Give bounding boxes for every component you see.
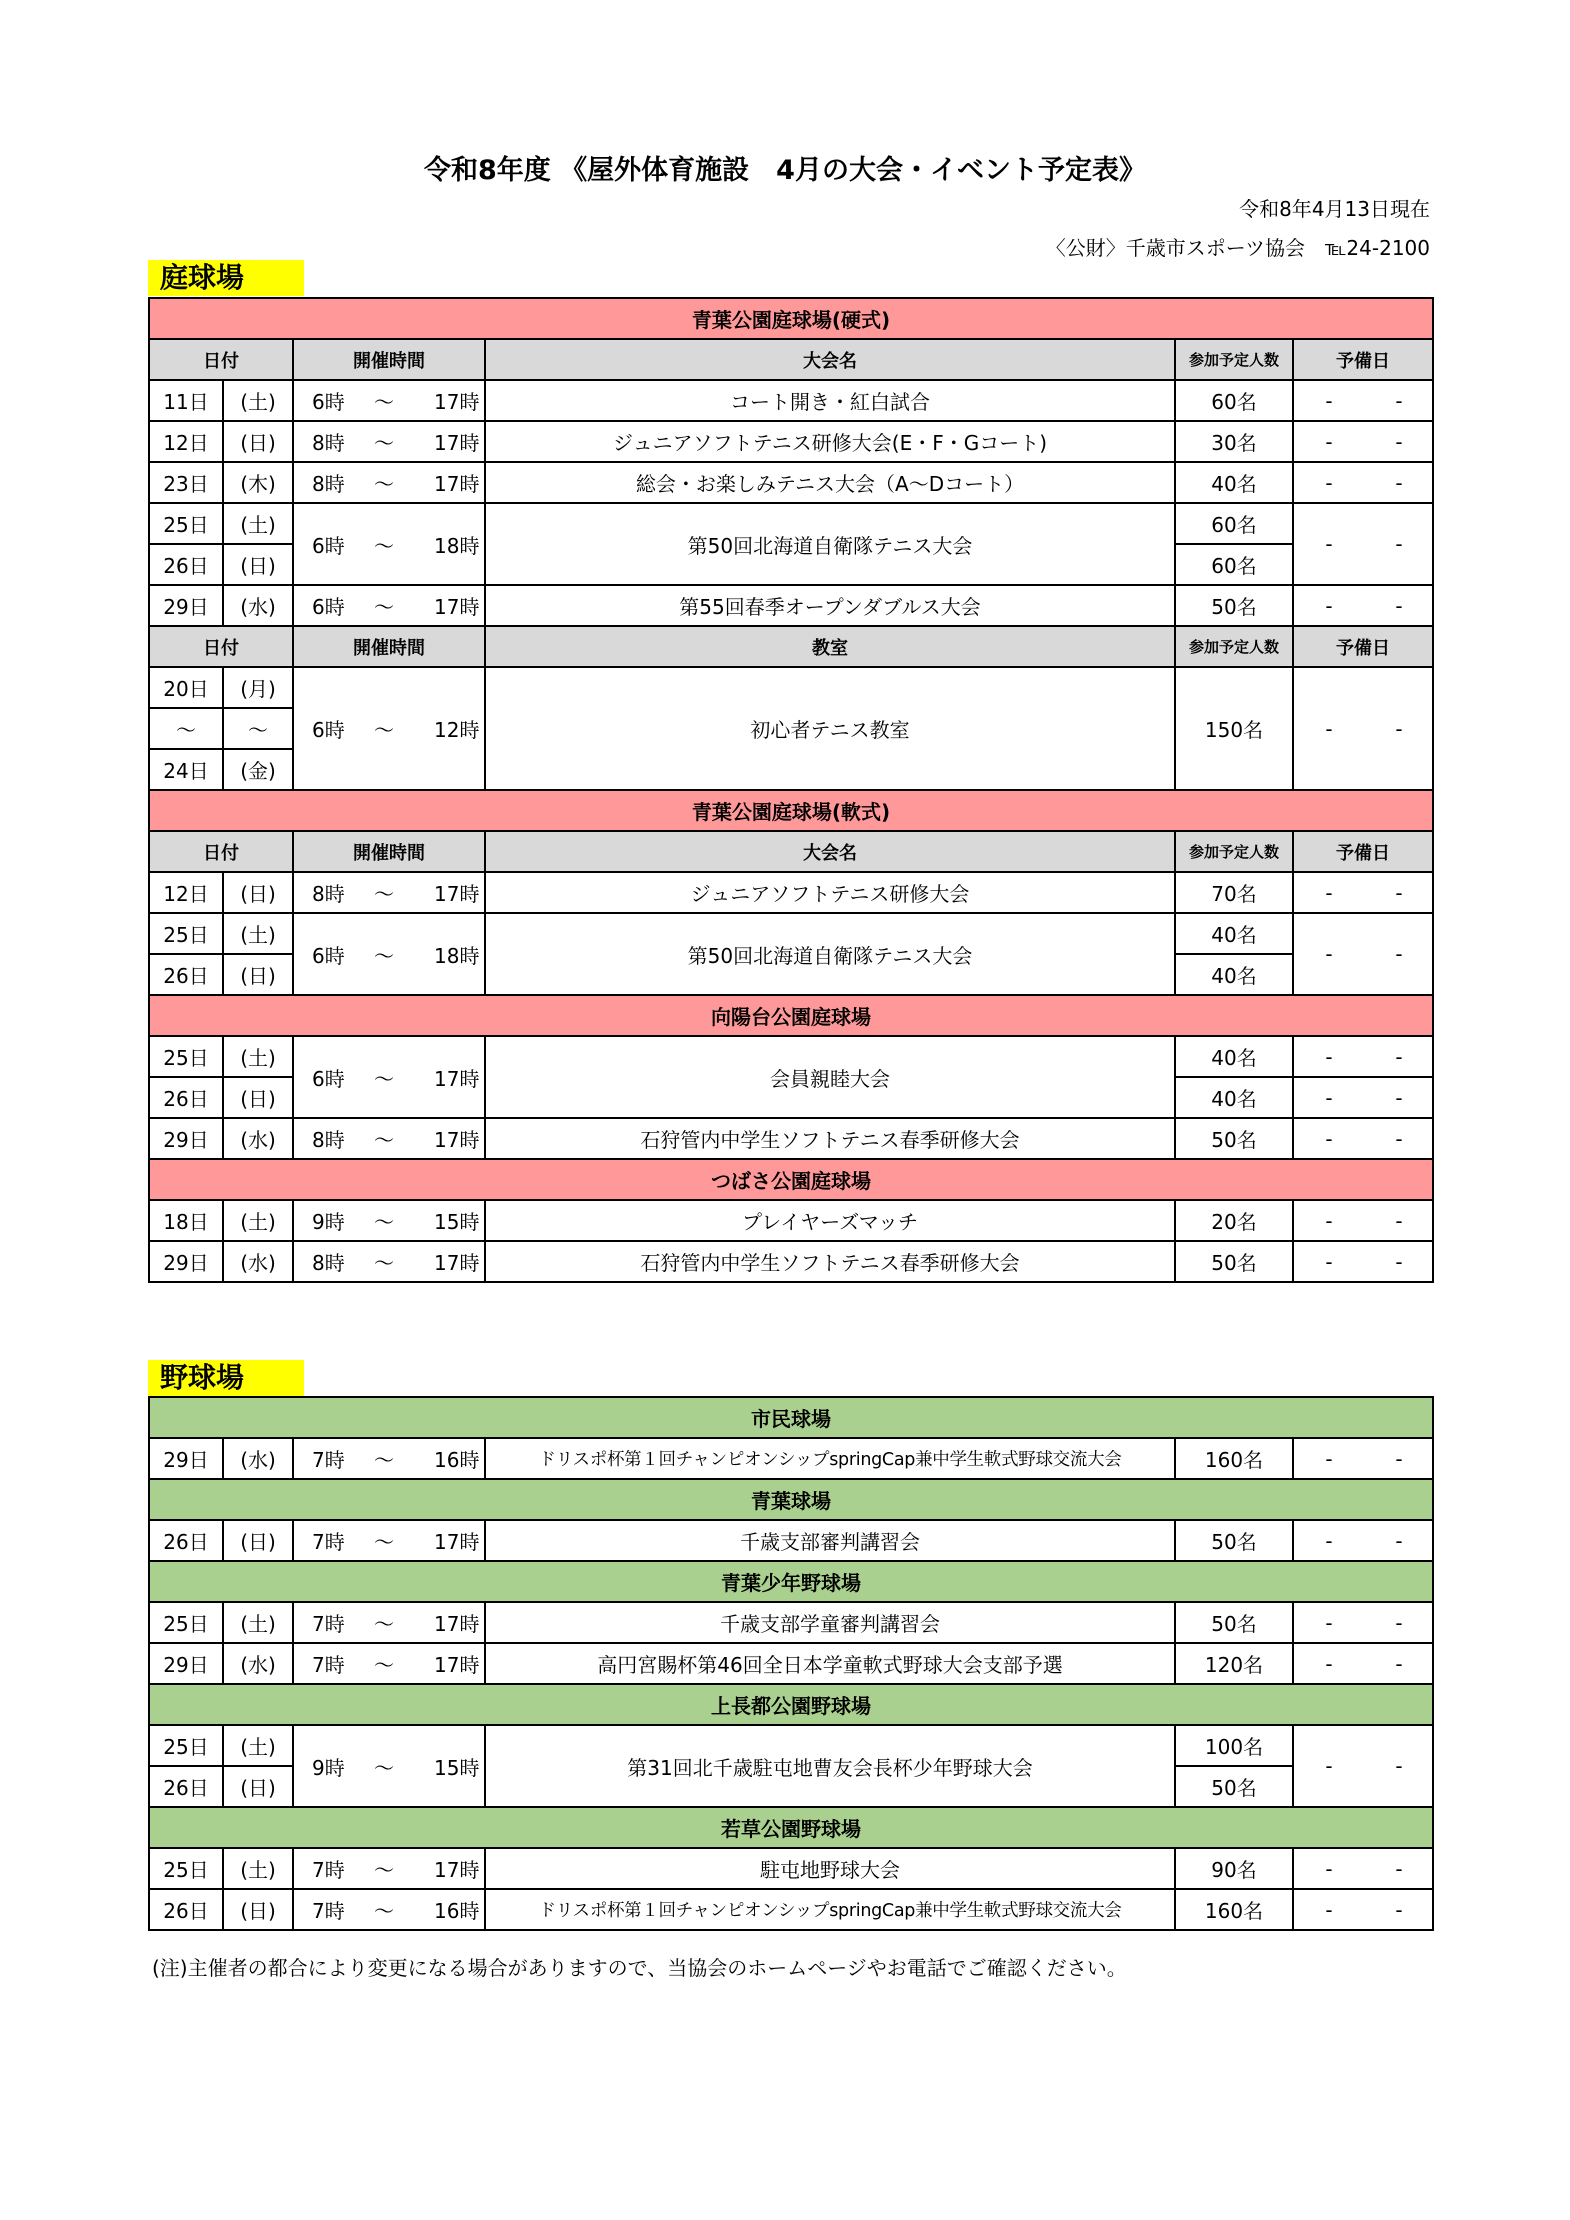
table-row bbox=[149, 1848, 1433, 1889]
table-header bbox=[149, 831, 1433, 872]
time-start: 6時 bbox=[312, 943, 345, 968]
venue-row bbox=[149, 1479, 1433, 1520]
event-name: 千歳支部学童審判講習会 bbox=[485, 1602, 1175, 1643]
date-day: 11日 bbox=[149, 380, 223, 421]
date-day: 26日 bbox=[149, 1077, 223, 1118]
participants: 90名 bbox=[1175, 1848, 1293, 1889]
participants: 40名 bbox=[1175, 913, 1293, 954]
time-range bbox=[293, 667, 485, 790]
reserve-day bbox=[1293, 585, 1433, 626]
reserve-day bbox=[1293, 1036, 1433, 1077]
date-weekday: (日) bbox=[223, 1520, 293, 1561]
time-tilde: ～ bbox=[374, 533, 394, 558]
time-end: 18時 bbox=[434, 943, 480, 968]
col-event: 大会名 bbox=[485, 831, 1175, 872]
time-start: 8時 bbox=[312, 431, 345, 455]
date-weekday: (水) bbox=[223, 1118, 293, 1159]
date-weekday: (土) bbox=[223, 1848, 293, 1889]
time-start: 6時 bbox=[312, 595, 345, 619]
time-end: 17時 bbox=[434, 1128, 480, 1152]
date-day: 29日 bbox=[149, 1438, 223, 1479]
event-name: 石狩管内中学生ソフトテニス春季研修大会 bbox=[485, 1118, 1175, 1159]
time-tilde: ～ bbox=[374, 718, 394, 742]
time-range bbox=[293, 1118, 485, 1159]
reserve-day bbox=[1293, 667, 1433, 790]
col-class: 教室 bbox=[485, 626, 1175, 667]
date-day: 25日 bbox=[149, 1036, 223, 1077]
reserve-dash: - bbox=[1325, 470, 1333, 495]
event-name: 高円宮賜杯第46回全日本学童軟式野球大会支部予選 bbox=[485, 1643, 1175, 1684]
time-end: 17時 bbox=[434, 1858, 480, 1882]
time-tilde: ～ bbox=[374, 1899, 394, 1923]
table-row bbox=[149, 1725, 1433, 1766]
reserve-dash: - bbox=[1325, 532, 1333, 556]
time-tilde: ～ bbox=[374, 1653, 394, 1677]
time-start: 9時 bbox=[312, 1755, 345, 1780]
reserve-day bbox=[1293, 913, 1433, 995]
time-range bbox=[293, 1725, 485, 1807]
reserve-dash: - bbox=[1325, 1044, 1333, 1069]
table-row bbox=[149, 1602, 1433, 1643]
time-end: 17時 bbox=[434, 431, 480, 455]
venue-name: 青葉公園庭球場(硬式) bbox=[149, 298, 1433, 339]
event-name: 石狩管内中学生ソフトテニス春季研修大会 bbox=[485, 1241, 1175, 1282]
date-day: 29日 bbox=[149, 1241, 223, 1282]
time-start: 7時 bbox=[312, 1530, 345, 1554]
time-range bbox=[293, 421, 485, 462]
time-range bbox=[293, 1889, 485, 1930]
date-day: 12日 bbox=[149, 421, 223, 462]
date-weekday: (水) bbox=[223, 1241, 293, 1282]
venue-name: 青葉球場 bbox=[149, 1479, 1433, 1520]
table-row bbox=[149, 1438, 1433, 1479]
time-tilde: ～ bbox=[374, 1755, 394, 1780]
time-range bbox=[293, 585, 485, 626]
time-tilde: ～ bbox=[374, 390, 394, 414]
time-end: 17時 bbox=[434, 882, 480, 906]
reserve-day bbox=[1293, 503, 1433, 585]
reserve-dash: - bbox=[1325, 716, 1333, 741]
venue-name: 市民球場 bbox=[149, 1397, 1433, 1438]
table-row bbox=[149, 503, 1433, 544]
participants: 20名 bbox=[1175, 1200, 1293, 1241]
col-time: 開催時間 bbox=[293, 831, 485, 872]
time-range bbox=[293, 503, 485, 585]
time-end: 17時 bbox=[434, 1251, 480, 1275]
date-weekday: (木) bbox=[223, 462, 293, 503]
date-day: 25日 bbox=[149, 913, 223, 954]
time-range bbox=[293, 1438, 485, 1479]
organization-contact: 〈公財〉千歳市スポーツ協会 ℡24-2100 bbox=[1045, 236, 1430, 260]
time-tilde: ～ bbox=[374, 1251, 394, 1275]
event-name: ジュニアソフトテニス研修大会(E・F・Gコート) bbox=[485, 421, 1175, 462]
section-title-baseball: 野球場 bbox=[148, 1360, 304, 1396]
reserve-day bbox=[1293, 421, 1433, 462]
date-day: 20日 bbox=[149, 667, 223, 708]
reserve-dash: - bbox=[1395, 532, 1403, 556]
participants: 30名 bbox=[1175, 421, 1293, 462]
date-day: 23日 bbox=[149, 462, 223, 503]
participants: 60名 bbox=[1175, 544, 1293, 585]
page-title: 令和8年度 《屋外体育施設 4月の大会・イベント予定表》 bbox=[424, 155, 1146, 186]
reserve-day bbox=[1293, 1200, 1433, 1241]
time-tilde: ～ bbox=[374, 943, 394, 968]
venue-row bbox=[149, 790, 1433, 831]
venue-name: 若草公園野球場 bbox=[149, 1807, 1433, 1848]
reserve-dash: - bbox=[1325, 1754, 1333, 1778]
date-weekday: (金) bbox=[223, 749, 293, 790]
reserve-dash: - bbox=[1395, 1249, 1403, 1274]
event-name: プレイヤーズマッチ bbox=[485, 1200, 1175, 1241]
participants: 160名 bbox=[1175, 1889, 1293, 1930]
date-day: 24日 bbox=[149, 749, 223, 790]
table-row bbox=[149, 872, 1433, 913]
venue-row bbox=[149, 1684, 1433, 1725]
reserve-day bbox=[1293, 1725, 1433, 1807]
participants: 70名 bbox=[1175, 872, 1293, 913]
reserve-dash: - bbox=[1325, 942, 1333, 966]
table-row bbox=[149, 462, 1433, 503]
time-tilde: ～ bbox=[374, 1612, 394, 1636]
event-name: 千歳支部審判講習会 bbox=[485, 1520, 1175, 1561]
date-weekday: (土) bbox=[223, 1036, 293, 1077]
time-range bbox=[293, 1036, 485, 1118]
participants: 40名 bbox=[1175, 954, 1293, 995]
participants: 160名 bbox=[1175, 1438, 1293, 1479]
reserve-dash: - bbox=[1395, 593, 1403, 618]
time-range bbox=[293, 913, 485, 995]
reserve-day bbox=[1293, 1438, 1433, 1479]
reserve-day bbox=[1293, 1077, 1433, 1118]
participants: 40名 bbox=[1175, 462, 1293, 503]
reserve-dash: - bbox=[1325, 593, 1333, 618]
participants: 50名 bbox=[1175, 1520, 1293, 1561]
reserve-dash: - bbox=[1395, 1085, 1403, 1110]
event-name: 会員親睦大会 bbox=[485, 1036, 1175, 1118]
reserve-dash: - bbox=[1395, 470, 1403, 495]
time-tilde: ～ bbox=[374, 1858, 394, 1882]
reserve-dash: - bbox=[1325, 1085, 1333, 1110]
event-name: 駐屯地野球大会 bbox=[485, 1848, 1175, 1889]
venue-row bbox=[149, 298, 1433, 339]
participants: 50名 bbox=[1175, 1766, 1293, 1807]
reserve-dash: - bbox=[1325, 1610, 1333, 1635]
event-name: コート開き・紅白試合 bbox=[485, 380, 1175, 421]
col-reserve: 予備日 bbox=[1293, 339, 1433, 380]
time-end: 16時 bbox=[434, 1448, 480, 1472]
time-range bbox=[293, 872, 485, 913]
date-day: 25日 bbox=[149, 1848, 223, 1889]
reserve-dash: - bbox=[1395, 1856, 1403, 1881]
participants: 60名 bbox=[1175, 380, 1293, 421]
date-weekday: (日) bbox=[223, 1077, 293, 1118]
time-start: 9時 bbox=[312, 1210, 345, 1234]
time-start: 6時 bbox=[312, 390, 345, 414]
reserve-dash: - bbox=[1325, 880, 1333, 905]
table-row bbox=[149, 1036, 1433, 1077]
date-day: 18日 bbox=[149, 1200, 223, 1241]
time-end: 17時 bbox=[434, 472, 480, 496]
time-end: 16時 bbox=[434, 1899, 480, 1923]
date-weekday: (土) bbox=[223, 1200, 293, 1241]
date-weekday: (日) bbox=[223, 1766, 293, 1807]
participants: 40名 bbox=[1175, 1077, 1293, 1118]
time-range bbox=[293, 462, 485, 503]
time-start: 8時 bbox=[312, 1251, 345, 1275]
date-day: 25日 bbox=[149, 503, 223, 544]
reserve-dash: - bbox=[1395, 1651, 1403, 1676]
date-day: 25日 bbox=[149, 1725, 223, 1766]
col-participants: 参加予定人数 bbox=[1175, 831, 1293, 872]
time-range bbox=[293, 380, 485, 421]
time-tilde: ～ bbox=[374, 1128, 394, 1152]
date-day: 26日 bbox=[149, 1889, 223, 1930]
event-name: ドリスポ杯第１回チャンピオンシップspringCap兼中学生軟式野球交流大会 bbox=[485, 1889, 1175, 1930]
venue-name: 向陽台公園庭球場 bbox=[149, 995, 1433, 1036]
reserve-day bbox=[1293, 1643, 1433, 1684]
reserve-day bbox=[1293, 1602, 1433, 1643]
time-start: 7時 bbox=[312, 1899, 345, 1923]
reserve-dash: - bbox=[1395, 1610, 1403, 1635]
reserve-dash: - bbox=[1325, 388, 1333, 413]
time-tilde: ～ bbox=[374, 1210, 394, 1234]
col-participants: 参加予定人数 bbox=[1175, 339, 1293, 380]
reserve-day bbox=[1293, 872, 1433, 913]
time-start: 6時 bbox=[312, 1066, 345, 1091]
reserve-day bbox=[1293, 1889, 1433, 1930]
time-end: 18時 bbox=[434, 533, 480, 558]
footnote: (注)主催者の都合により変更になる場合がありますので、当協会のホームページやお電話でご確認ください。 bbox=[152, 1956, 1127, 1980]
event-name: 第50回北海道自衛隊テニス大会 bbox=[485, 503, 1175, 585]
reserve-dash: - bbox=[1325, 1528, 1333, 1553]
table-row bbox=[149, 1241, 1433, 1282]
date-weekday: (土) bbox=[223, 503, 293, 544]
table-header bbox=[149, 339, 1433, 380]
col-participants: 参加予定人数 bbox=[1175, 626, 1293, 667]
time-end: 17時 bbox=[434, 1066, 480, 1091]
time-end: 17時 bbox=[434, 1530, 480, 1554]
table-row bbox=[149, 1643, 1433, 1684]
participants: 50名 bbox=[1175, 585, 1293, 626]
event-name: ジュニアソフトテニス研修大会 bbox=[485, 872, 1175, 913]
reserve-day bbox=[1293, 462, 1433, 503]
date-day: 29日 bbox=[149, 1118, 223, 1159]
reserve-dash: - bbox=[1395, 880, 1403, 905]
date-day: 26日 bbox=[149, 954, 223, 995]
table-row bbox=[149, 1520, 1433, 1561]
participants: 120名 bbox=[1175, 1643, 1293, 1684]
col-time: 開催時間 bbox=[293, 339, 485, 380]
section-title-tennis: 庭球場 bbox=[148, 260, 304, 296]
venue-row bbox=[149, 995, 1433, 1036]
date-weekday: ～ bbox=[223, 708, 293, 749]
table-row bbox=[149, 1889, 1433, 1930]
reserve-dash: - bbox=[1325, 1446, 1333, 1471]
venue-row bbox=[149, 1807, 1433, 1848]
table-row bbox=[149, 913, 1433, 954]
col-reserve: 予備日 bbox=[1293, 626, 1433, 667]
baseball-schedule-table bbox=[148, 1396, 1434, 1931]
event-name: 総会・お楽しみテニス大会（A～Dコート） bbox=[485, 462, 1175, 503]
date-weekday: (水) bbox=[223, 585, 293, 626]
reserve-dash: - bbox=[1325, 1249, 1333, 1274]
col-reserve: 予備日 bbox=[1293, 831, 1433, 872]
date-weekday: (土) bbox=[223, 380, 293, 421]
venue-row bbox=[149, 1397, 1433, 1438]
reserve-day bbox=[1293, 380, 1433, 421]
time-tilde: ～ bbox=[374, 595, 394, 619]
time-start: 8時 bbox=[312, 882, 345, 906]
venue-name: 上長都公園野球場 bbox=[149, 1684, 1433, 1725]
date-day: 26日 bbox=[149, 1766, 223, 1807]
time-start: 7時 bbox=[312, 1653, 345, 1677]
reserve-dash: - bbox=[1395, 429, 1403, 454]
time-start: 6時 bbox=[312, 533, 345, 558]
time-end: 15時 bbox=[434, 1755, 480, 1780]
reserve-dash: - bbox=[1325, 1856, 1333, 1881]
col-date: 日付 bbox=[149, 831, 293, 872]
reserve-dash: - bbox=[1325, 429, 1333, 454]
time-start: 7時 bbox=[312, 1448, 345, 1472]
table-row bbox=[149, 667, 1433, 708]
time-start: 7時 bbox=[312, 1858, 345, 1882]
tennis-schedule-table bbox=[148, 297, 1434, 1283]
reserve-dash: - bbox=[1395, 942, 1403, 966]
reserve-dash: - bbox=[1395, 1528, 1403, 1553]
date-weekday: (日) bbox=[223, 954, 293, 995]
time-start: 8時 bbox=[312, 472, 345, 496]
reserve-day bbox=[1293, 1520, 1433, 1561]
time-end: 17時 bbox=[434, 390, 480, 414]
table-row bbox=[149, 1118, 1433, 1159]
venue-name: つばさ公園庭球場 bbox=[149, 1159, 1433, 1200]
reserve-dash: - bbox=[1395, 1446, 1403, 1471]
class-name: 初心者テニス教室 bbox=[485, 667, 1175, 790]
participants: 50名 bbox=[1175, 1118, 1293, 1159]
table-row bbox=[149, 1200, 1433, 1241]
table-row bbox=[149, 421, 1433, 462]
date-weekday: (水) bbox=[223, 1438, 293, 1479]
date-weekday: (月) bbox=[223, 667, 293, 708]
reserve-day bbox=[1293, 1848, 1433, 1889]
date-day: ～ bbox=[149, 708, 223, 749]
col-date: 日付 bbox=[149, 339, 293, 380]
reserve-dash: - bbox=[1395, 1126, 1403, 1151]
time-range bbox=[293, 1602, 485, 1643]
table-header bbox=[149, 626, 1433, 667]
event-name: 第55回春季オープンダブルス大会 bbox=[485, 585, 1175, 626]
date-weekday: (日) bbox=[223, 1889, 293, 1930]
participants: 100名 bbox=[1175, 1725, 1293, 1766]
participants: 40名 bbox=[1175, 1036, 1293, 1077]
date-weekday: (水) bbox=[223, 1643, 293, 1684]
event-name: 第50回北海道自衛隊テニス大会 bbox=[485, 913, 1175, 995]
reserve-dash: - bbox=[1395, 716, 1403, 741]
time-tilde: ～ bbox=[374, 882, 394, 906]
time-tilde: ～ bbox=[374, 1066, 394, 1091]
date-day: 25日 bbox=[149, 1602, 223, 1643]
time-tilde: ～ bbox=[374, 1448, 394, 1472]
as-of-date: 令和8年4月13日現在 bbox=[1239, 197, 1430, 221]
time-range bbox=[293, 1200, 485, 1241]
venue-name: 青葉少年野球場 bbox=[149, 1561, 1433, 1602]
time-range bbox=[293, 1848, 485, 1889]
time-end: 12時 bbox=[434, 718, 480, 742]
time-end: 17時 bbox=[434, 1612, 480, 1636]
reserve-dash: - bbox=[1395, 1754, 1403, 1778]
date-weekday: (日) bbox=[223, 544, 293, 585]
date-day: 26日 bbox=[149, 544, 223, 585]
date-weekday: (日) bbox=[223, 872, 293, 913]
time-range bbox=[293, 1643, 485, 1684]
reserve-dash: - bbox=[1325, 1208, 1333, 1233]
time-range bbox=[293, 1520, 485, 1561]
col-date: 日付 bbox=[149, 626, 293, 667]
participants: 50名 bbox=[1175, 1241, 1293, 1282]
date-weekday: (土) bbox=[223, 1602, 293, 1643]
time-start: 6時 bbox=[312, 718, 345, 742]
participants: 150名 bbox=[1175, 667, 1293, 790]
col-time: 開催時間 bbox=[293, 626, 485, 667]
time-tilde: ～ bbox=[374, 472, 394, 496]
date-day: 29日 bbox=[149, 585, 223, 626]
participants: 50名 bbox=[1175, 1602, 1293, 1643]
table-row bbox=[149, 380, 1433, 421]
reserve-day bbox=[1293, 1241, 1433, 1282]
date-weekday: (土) bbox=[223, 1725, 293, 1766]
date-weekday: (日) bbox=[223, 421, 293, 462]
venue-row bbox=[149, 1561, 1433, 1602]
participants: 60名 bbox=[1175, 503, 1293, 544]
time-end: 17時 bbox=[434, 595, 480, 619]
date-day: 29日 bbox=[149, 1643, 223, 1684]
time-range bbox=[293, 1241, 485, 1282]
time-end: 17時 bbox=[434, 1653, 480, 1677]
reserve-dash: - bbox=[1325, 1897, 1333, 1922]
date-weekday: (土) bbox=[223, 913, 293, 954]
event-name: ドリスポ杯第１回チャンピオンシップspringCap兼中学生軟式野球交流大会 bbox=[485, 1438, 1175, 1479]
date-day: 26日 bbox=[149, 1520, 223, 1561]
date-day: 12日 bbox=[149, 872, 223, 913]
time-tilde: ～ bbox=[374, 431, 394, 455]
col-event: 大会名 bbox=[485, 339, 1175, 380]
time-end: 15時 bbox=[434, 1210, 480, 1234]
event-name: 第31回北千歳駐屯地曹友会長杯少年野球大会 bbox=[485, 1725, 1175, 1807]
reserve-day bbox=[1293, 1118, 1433, 1159]
reserve-dash: - bbox=[1395, 1208, 1403, 1233]
reserve-dash: - bbox=[1325, 1651, 1333, 1676]
reserve-dash: - bbox=[1395, 1897, 1403, 1922]
venue-name: 青葉公園庭球場(軟式) bbox=[149, 790, 1433, 831]
reserve-dash: - bbox=[1325, 1126, 1333, 1151]
time-tilde: ～ bbox=[374, 1530, 394, 1554]
venue-row bbox=[149, 1159, 1433, 1200]
time-start: 7時 bbox=[312, 1612, 345, 1636]
time-start: 8時 bbox=[312, 1128, 345, 1152]
table-row bbox=[149, 585, 1433, 626]
reserve-dash: - bbox=[1395, 1044, 1403, 1069]
reserve-dash: - bbox=[1395, 388, 1403, 413]
